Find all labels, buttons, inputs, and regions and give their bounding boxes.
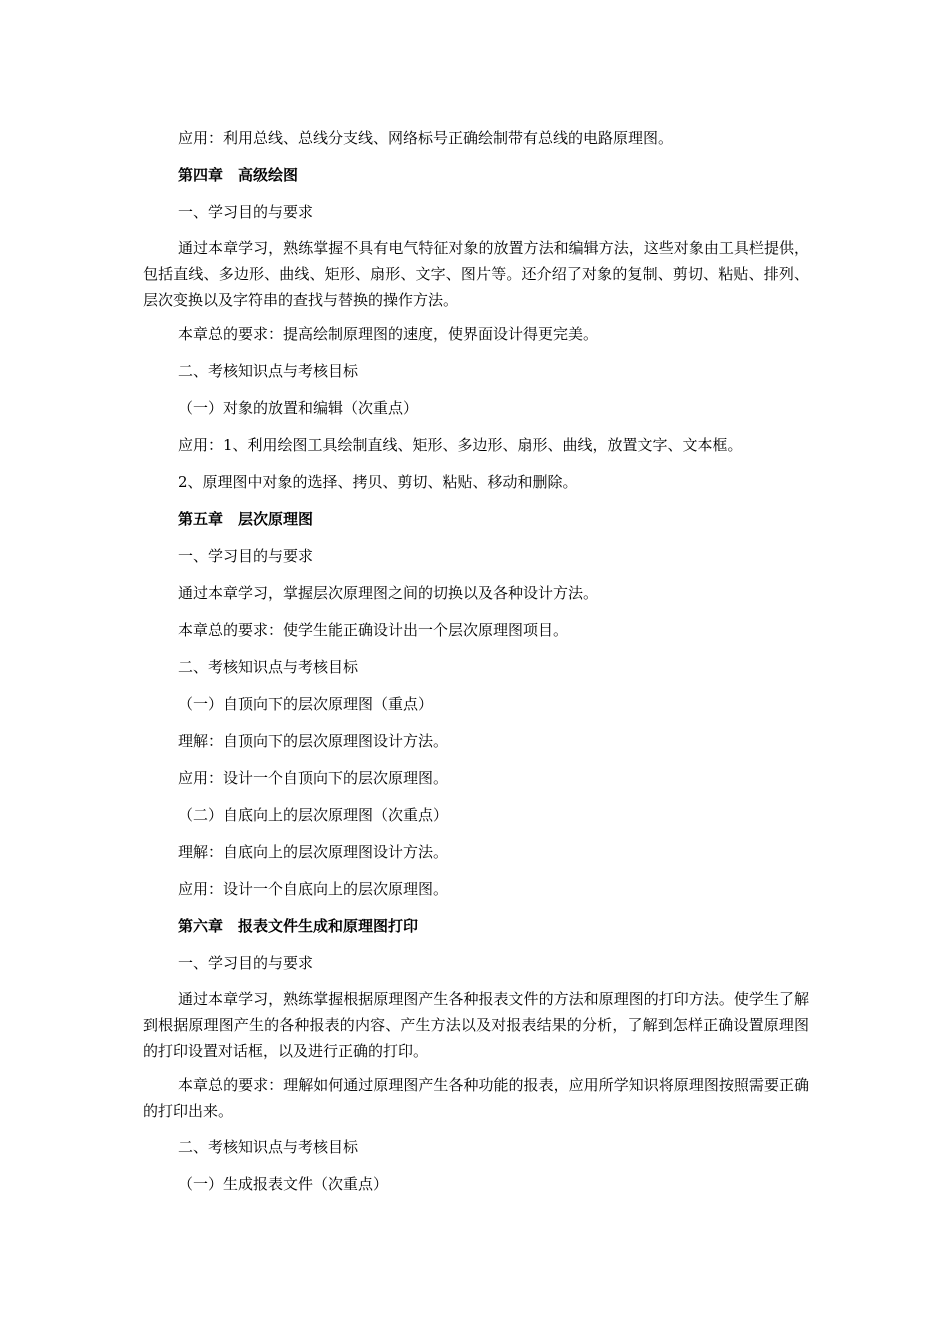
ch6-section-knowledge: 二、考核知识点与考核目标 (178, 1138, 359, 1156)
ch3-application-bus: 应用：利用总线、总线分支线、网络标号正确绘制带有总线的电路原理图。 (178, 129, 674, 147)
ch4-application-1: 应用：1、利用绘图工具绘制直线、矩形、多边形、扇形、曲线，放置文字、文本框。 (178, 436, 743, 454)
ch6-overall-requirement: 本章总的要求：理解如何通过原理图产生各种功能的报表，应用所学知识将原理图按照需要正确的打印出来。 (143, 1076, 809, 1120)
ch5-section-goals: 一、学习目的与要求 (178, 547, 314, 565)
ch6-goals-paragraph: 通过本章学习，熟练掌握根据原理图产生各种报表文件的方法和原理图的打印方法。使学生了解到根据原理图产生的各种报表的内容、产生方法以及对报表结果的分析，了解到怎样正确设置原理图的打印设置对话框，以及进行正确的打印。 (143, 990, 809, 1060)
ch5-goals-paragraph: 通过本章学习，掌握层次原理图之间的切换以及各种设计方法。 (178, 584, 599, 602)
ch4-section-knowledge: 二、考核知识点与考核目标 (178, 362, 359, 380)
ch5-overall-requirement: 本章总的要求：使学生能正确设计出一个层次原理图项目。 (178, 621, 569, 639)
ch4-item-1: （一）对象的放置和编辑（次重点） (178, 399, 419, 417)
ch5-item-2-apply: 应用：设计一个自底向上的层次原理图。 (178, 880, 449, 898)
ch6-section-goals: 一、学习目的与要求 (178, 954, 314, 972)
ch4-overall-requirement: 本章总的要求：提高绘制原理图的速度，使界面设计得更完美。 (178, 325, 599, 343)
ch4-application-2: 2、原理图中对象的选择、拷贝、剪切、粘贴、移动和删除。 (178, 473, 578, 491)
ch4-section-goals: 一、学习目的与要求 (178, 203, 314, 221)
chapter4-heading: 第四章 高级绘图 (178, 166, 299, 184)
ch6-item-1: （一）生成报表文件（次重点） (178, 1175, 389, 1193)
ch5-section-knowledge: 二、考核知识点与考核目标 (178, 658, 359, 676)
chapter6-heading: 第六章 报表文件生成和原理图打印 (178, 917, 419, 935)
ch5-item-1-apply: 应用：设计一个自顶向下的层次原理图。 (178, 769, 449, 787)
ch5-item-1-understand: 理解：自顶向下的层次原理图设计方法。 (178, 732, 449, 750)
ch5-item-1: （一）自顶向下的层次原理图（重点） (178, 695, 434, 713)
ch5-item-2: （二）自底向上的层次原理图（次重点） (178, 806, 449, 824)
chapter5-heading: 第五章 层次原理图 (178, 510, 314, 528)
ch4-goals-paragraph: 通过本章学习，熟练掌握不具有电气特征对象的放置方法和编辑方法，这些对象由工具栏提供，包括直线、多边形、曲线、矩形、扇形、文字、图片等。还介绍了对象的复制、剪切、粘贴、排列、层次变换以及字符串的查找与替换的操作方法。 (143, 239, 809, 309)
ch5-item-2-understand: 理解：自底向上的层次原理图设计方法。 (178, 843, 449, 861)
